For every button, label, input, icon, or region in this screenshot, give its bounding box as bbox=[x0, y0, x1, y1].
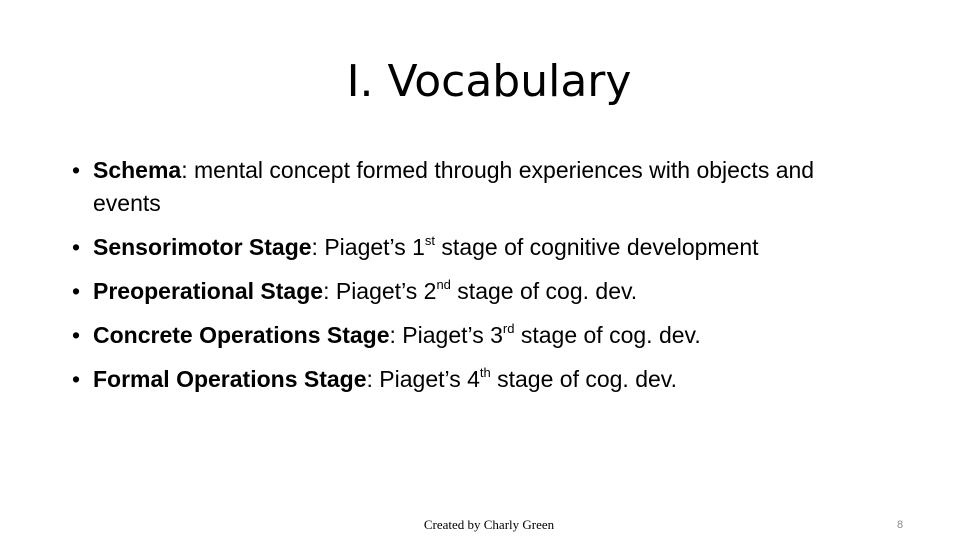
term-formal-operations: Formal Operations Stage bbox=[93, 366, 367, 392]
term-separator: : bbox=[389, 322, 396, 348]
bullet-icon: • bbox=[72, 278, 81, 304]
bullet-item-sensorimotor bbox=[72, 231, 872, 264]
ordinal-suffix: rd bbox=[502, 321, 515, 336]
ordinal-suffix: nd bbox=[436, 277, 451, 292]
bullet-icon: • bbox=[72, 234, 81, 260]
bullet-item-concrete-operations bbox=[72, 319, 872, 352]
term-separator: : bbox=[323, 278, 330, 304]
term-concrete-operations: Concrete Operations Stage bbox=[93, 322, 390, 348]
bullet-item-formal-operations bbox=[72, 363, 872, 396]
ordinal-suffix: th bbox=[479, 365, 491, 380]
bullet-icon: • bbox=[72, 322, 81, 348]
bullet-item-preoperational bbox=[72, 275, 872, 308]
term-preoperational: Preoperational Stage bbox=[93, 278, 324, 304]
ordinal-suffix: st bbox=[424, 233, 436, 248]
definition-text: mental concept formed through experiences with objects and events bbox=[93, 157, 815, 216]
bullet-list bbox=[72, 154, 872, 407]
term-separator: : bbox=[181, 157, 188, 183]
definition-text: Piaget’s 2 bbox=[329, 278, 437, 304]
page-number: 8 bbox=[897, 519, 904, 531]
slide-footer: Created by Charly Green bbox=[423, 517, 555, 532]
definition-text: stage of cog. dev. bbox=[490, 366, 677, 392]
definition-text: stage of cog. dev. bbox=[450, 278, 638, 304]
bullet-item-schema bbox=[72, 154, 872, 220]
bullet-icon: • bbox=[72, 157, 81, 183]
slide-title: I. Vocabulary bbox=[346, 56, 632, 107]
term-sensorimotor: Sensorimotor Stage bbox=[93, 234, 312, 260]
definition-text: Piaget’s 1 bbox=[317, 234, 425, 260]
definition-text: Piaget’s 3 bbox=[395, 322, 503, 348]
definition-text: stage of cog. dev. bbox=[514, 322, 701, 348]
definition-text: Piaget’s 4 bbox=[372, 366, 480, 392]
term-separator: : bbox=[366, 366, 373, 392]
term-schema: Schema bbox=[93, 157, 182, 183]
bullet-icon: • bbox=[72, 366, 81, 392]
term-separator: : bbox=[311, 234, 318, 260]
definition-text: stage of cognitive development bbox=[435, 234, 759, 260]
